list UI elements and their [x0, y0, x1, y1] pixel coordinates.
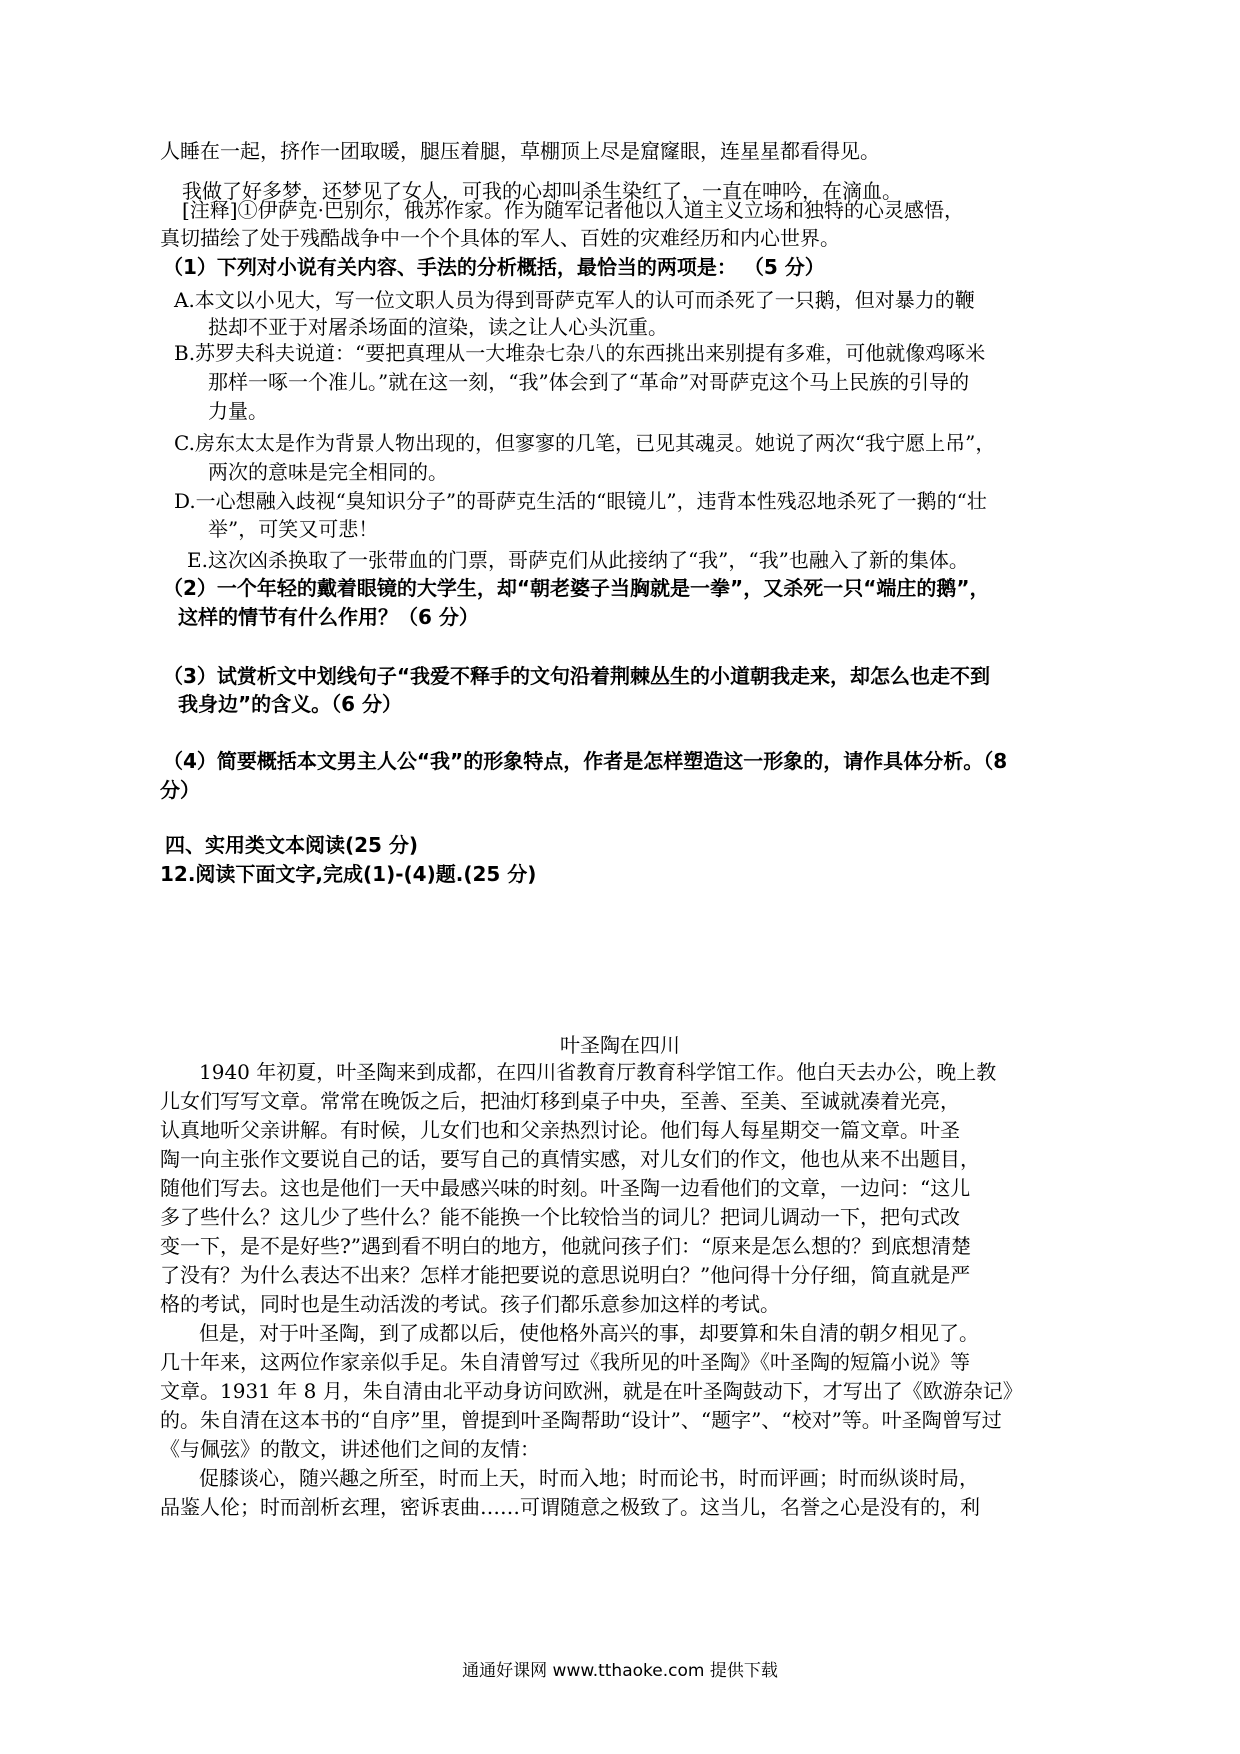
annotation-line: [注释]①伊萨克·巴别尔，俄苏作家。作为随军记者他以人道主义立场和独特的心灵感悟， [182, 198, 964, 222]
option-b-line-2: 那样一啄一个准儿。”就在这一刻，“我”体会到了“革命”对哥萨克这个马上民族的引导的 [208, 370, 970, 394]
option-d-line-1: D.一心想融入歧视“臭知识分子”的哥萨克生活的“眼镜儿”，违背本性残忍地杀死了一鹅的“壮 [174, 489, 987, 513]
article-line: 儿女们写写文章。常常在晚饭之后，把油灯移到桌子中央，至善、至美、至诚就凑着光亮， [160, 1089, 960, 1113]
article-line: 几十年来，这两位作家亲似手足。朱自清曾写过《我所见的叶圣陶》《叶圣陶的短篇小说》等 [160, 1350, 970, 1374]
article-line: 格的考试，同时也是生动活泼的考试。孩子们都乐意参加这样的考试。 [160, 1292, 780, 1316]
option-a-line-1: A.本文以小见大，写一位文职人员为得到哥萨克军人的认可而杀死了一只鹅，但对暴力的鞭 [174, 288, 975, 312]
question-2-line-1: （2）一个年轻的戴着眼镜的大学生，却“朝老婆子当胸就是一拳”，又杀死一只“端庄的鹅”， [163, 576, 990, 600]
option-c-line-2: 两次的意味是完全相同的。 [208, 460, 448, 484]
question-4-line-2: 分） [160, 778, 200, 802]
option-e-line-1: E.这次凶杀换取了一张带血的门票，哥萨克们从此接纳了“我”，“我”也融入了新的集体。 [187, 548, 969, 572]
section-heading: 四、实用类文本阅读(25 分) [165, 833, 419, 857]
article-line: 《与佩弦》的散文，讲述他们之间的友情： [160, 1437, 540, 1461]
article-line: 认真地听父亲讲解。有时候，儿女们也和父亲热烈讨论。他们每人每星期交一篇文章。叶圣 [160, 1118, 960, 1142]
annotation-line: 真切描绘了处于残酷战争中一个个具体的军人、百姓的灾难经历和内心世界。 [160, 226, 840, 250]
article-line: 但是，对于叶圣陶，到了成都以后，使他格外高兴的事，却要算和朱自清的朝夕相见了。 [199, 1321, 979, 1345]
question-2-line-2: 这样的情节有什么作用？（6 分） [178, 605, 479, 629]
article-line: 的。朱自清在这本书的“自序”里，曾提到叶圣陶帮助“设计”、“题字”、“校对”等。叶圣陶曾写过 [160, 1408, 1002, 1432]
article-line: 陶一向主张作文要说自己的话，要写自己的真情实感，对儿女们的作文，他也从来不出题目， [160, 1147, 980, 1171]
article-line: 变一下，是不是好些?”遇到看不明白的地方，他就问孩子们：“原来是怎么想的？到底想清楚 [160, 1234, 972, 1258]
article-line: 了没有？为什么表达不出来？怎样才能把要说的意思说明白？”他问得十分仔细，简直就是严 [160, 1263, 971, 1287]
story-line: 人睡在一起，挤作一团取暖，腿压着腿，草棚顶上尽是窟窿眼，连星星都看得见。 [160, 139, 880, 163]
question-4-line-1: （4）简要概括本文男主人公“我”的形象特点，作者是怎样塑造这一形象的，请作具体分析。（8 [163, 749, 1008, 773]
article-line: 1940 年初夏，叶圣陶来到成都，在四川省教育厅教育科学馆工作。他白天去办公，晚上教 [199, 1060, 997, 1084]
article-line: 促膝谈心，随兴趣之所至，时而上天，时而入地；时而论书，时而评画；时而纵谈时局， [199, 1466, 979, 1490]
option-d-line-2: 举”，可笑又可悲！ [208, 517, 379, 541]
option-b-line-3: 力量。 [208, 399, 268, 423]
story-line: 我做了好多梦，还梦见了女人，可我的心却叫杀生染红了，一直在呻吟，在滴血。 [182, 179, 902, 203]
option-b-line-1: B.苏罗夫科夫说道：“要把真理从一大堆杂七杂八的东西挑出来别提有多难，可他就像鸡啄米 [174, 341, 986, 365]
article-title: 叶圣陶在四川 [560, 1033, 680, 1057]
option-a-line-2: 挞却不亚于对屠杀场面的渲染，读之让人心头沉重。 [208, 315, 668, 339]
option-c-line-1: C.房东太太是作为背景人物出现的，但寥寥的几笔，已见其魂灵。她说了两次“我宁愿上吊”， [174, 431, 996, 455]
page-footer: 通通好课网 www.tthaoke.com 提供下载 [462, 1661, 778, 1681]
article-line: 多了些什么？这儿少了些什么？能不能换一个比较恰当的词儿？把词儿调动一下，把句式改 [160, 1205, 960, 1229]
article-line: 文章。1931 年 8 月，朱自清由北平动身访问欧洲，就是在叶圣陶鼓动下，才写出了《欧游杂记》 [160, 1379, 1023, 1403]
article-line: 随他们写去。这也是他们一天中最感兴味的时刻。叶圣陶一边看他们的文章，一边问：“这儿 [160, 1176, 971, 1200]
question-3-line-1: （3）试赏析文中划线句子“我爱不释手的文句沿着荆棘丛生的小道朝我走来，却怎么也走不到 [163, 664, 991, 688]
question-3-line-2: 我身边”的含义。（6 分） [178, 692, 403, 716]
section-instruction: 12.阅读下面文字,完成(1)-(4)题.(25 分) [160, 862, 537, 886]
question-1-stem: （1）下列对小说有关内容、手法的分析概括，最恰当的两项是： （5 分） [163, 255, 825, 279]
article-line: 品鉴人伦；时而剖析玄理，密诉衷曲……可谓随意之极致了。这当儿，名誉之心是没有的，利 [160, 1495, 980, 1519]
